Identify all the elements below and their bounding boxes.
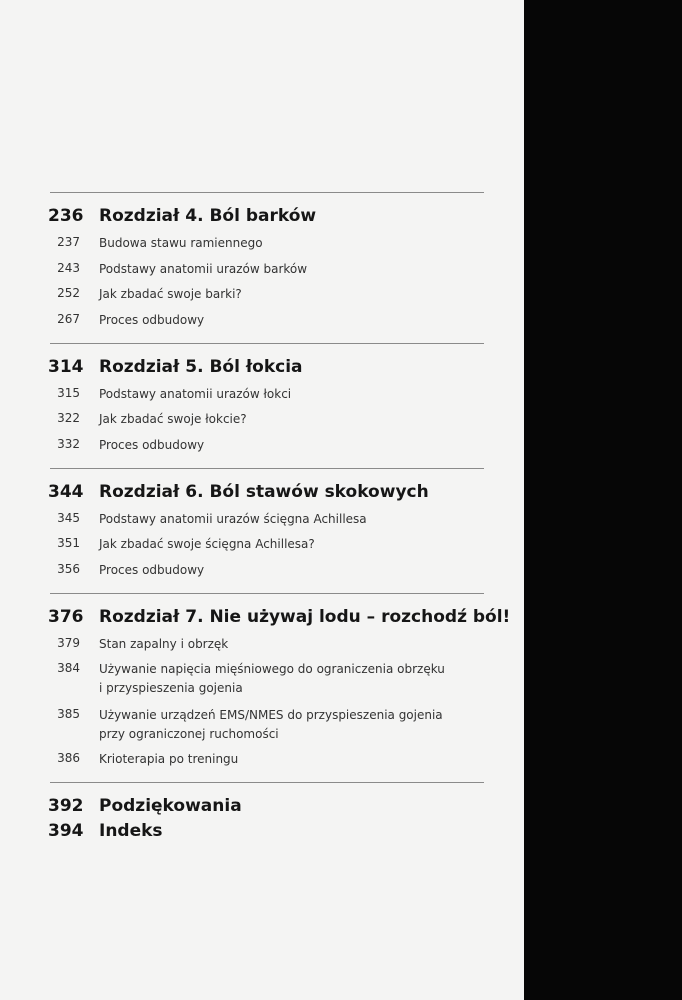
- item-page-number: 322: [57, 411, 80, 425]
- item-title: Krioterapia po treningu: [99, 752, 239, 766]
- item-page-number: 385: [57, 707, 80, 721]
- item-page-number: 351: [57, 536, 80, 550]
- section-divider: [50, 468, 484, 469]
- chapter-page-number: 392: [48, 796, 84, 816]
- dark-page-edge: [524, 0, 682, 1000]
- item-page-number: 243: [57, 261, 80, 275]
- item-title: Podstawy anatomii urazów łokci: [99, 387, 292, 401]
- item-title: Jak zbadać swoje ścięgna Achillesa?: [99, 537, 315, 551]
- section-divider: [50, 782, 484, 783]
- item-page-number: 267: [57, 312, 80, 326]
- chapter-title: Rozdział 5. Ból łokcia: [99, 357, 303, 377]
- chapter-title: Rozdział 6. Ból stawów skokowych: [99, 482, 429, 502]
- item-page-number: 356: [57, 562, 80, 576]
- chapter-title: Rozdział 4. Ból barków: [99, 206, 317, 226]
- chapter-page-number: 236: [48, 206, 84, 226]
- item-page-number: 379: [57, 636, 80, 650]
- item-page-number: 386: [57, 751, 80, 765]
- chapter-title: Rozdział 7. Nie używaj lodu – rozchodź ból!: [99, 607, 511, 627]
- item-page-number: 252: [57, 286, 80, 300]
- item-title: Jak zbadać swoje barki?: [99, 287, 242, 301]
- item-page-number: 237: [57, 235, 80, 249]
- chapter-page-number: 376: [48, 607, 84, 627]
- chapter-page-number: 314: [48, 357, 84, 377]
- item-title: Proces odbudowy: [99, 313, 205, 327]
- item-title: Używanie urządzeń EMS/NMES do przyspieszenia gojenia przy ograniczonej ruchomości: [99, 708, 443, 741]
- section-divider: [50, 343, 484, 344]
- item-title: Proces odbudowy: [99, 438, 205, 452]
- item-title: Podstawy anatomii urazów barków: [99, 262, 308, 276]
- item-title: Budowa stawu ramiennego: [99, 236, 263, 250]
- item-title: Używanie napięcia mięśniowego do ograniczenia obrzęku i przyspieszenia gojenia: [99, 662, 445, 695]
- item-page-number: 332: [57, 437, 80, 451]
- chapter-title: Indeks: [99, 821, 163, 841]
- item-title: Proces odbudowy: [99, 563, 205, 577]
- item-title: Stan zapalny i obrzęk: [99, 637, 229, 651]
- section-divider: [50, 192, 484, 193]
- chapter-page-number: 344: [48, 482, 84, 502]
- item-page-number: 345: [57, 511, 80, 525]
- chapter-title: Podziękowania: [99, 796, 242, 816]
- chapter-page-number: 394: [48, 821, 84, 841]
- item-title: Podstawy anatomii urazów ścięgna Achillesa: [99, 512, 367, 526]
- item-title: Jak zbadać swoje łokcie?: [99, 412, 247, 426]
- item-page-number: 315: [57, 386, 80, 400]
- section-divider: [50, 593, 484, 594]
- item-page-number: 384: [57, 661, 80, 675]
